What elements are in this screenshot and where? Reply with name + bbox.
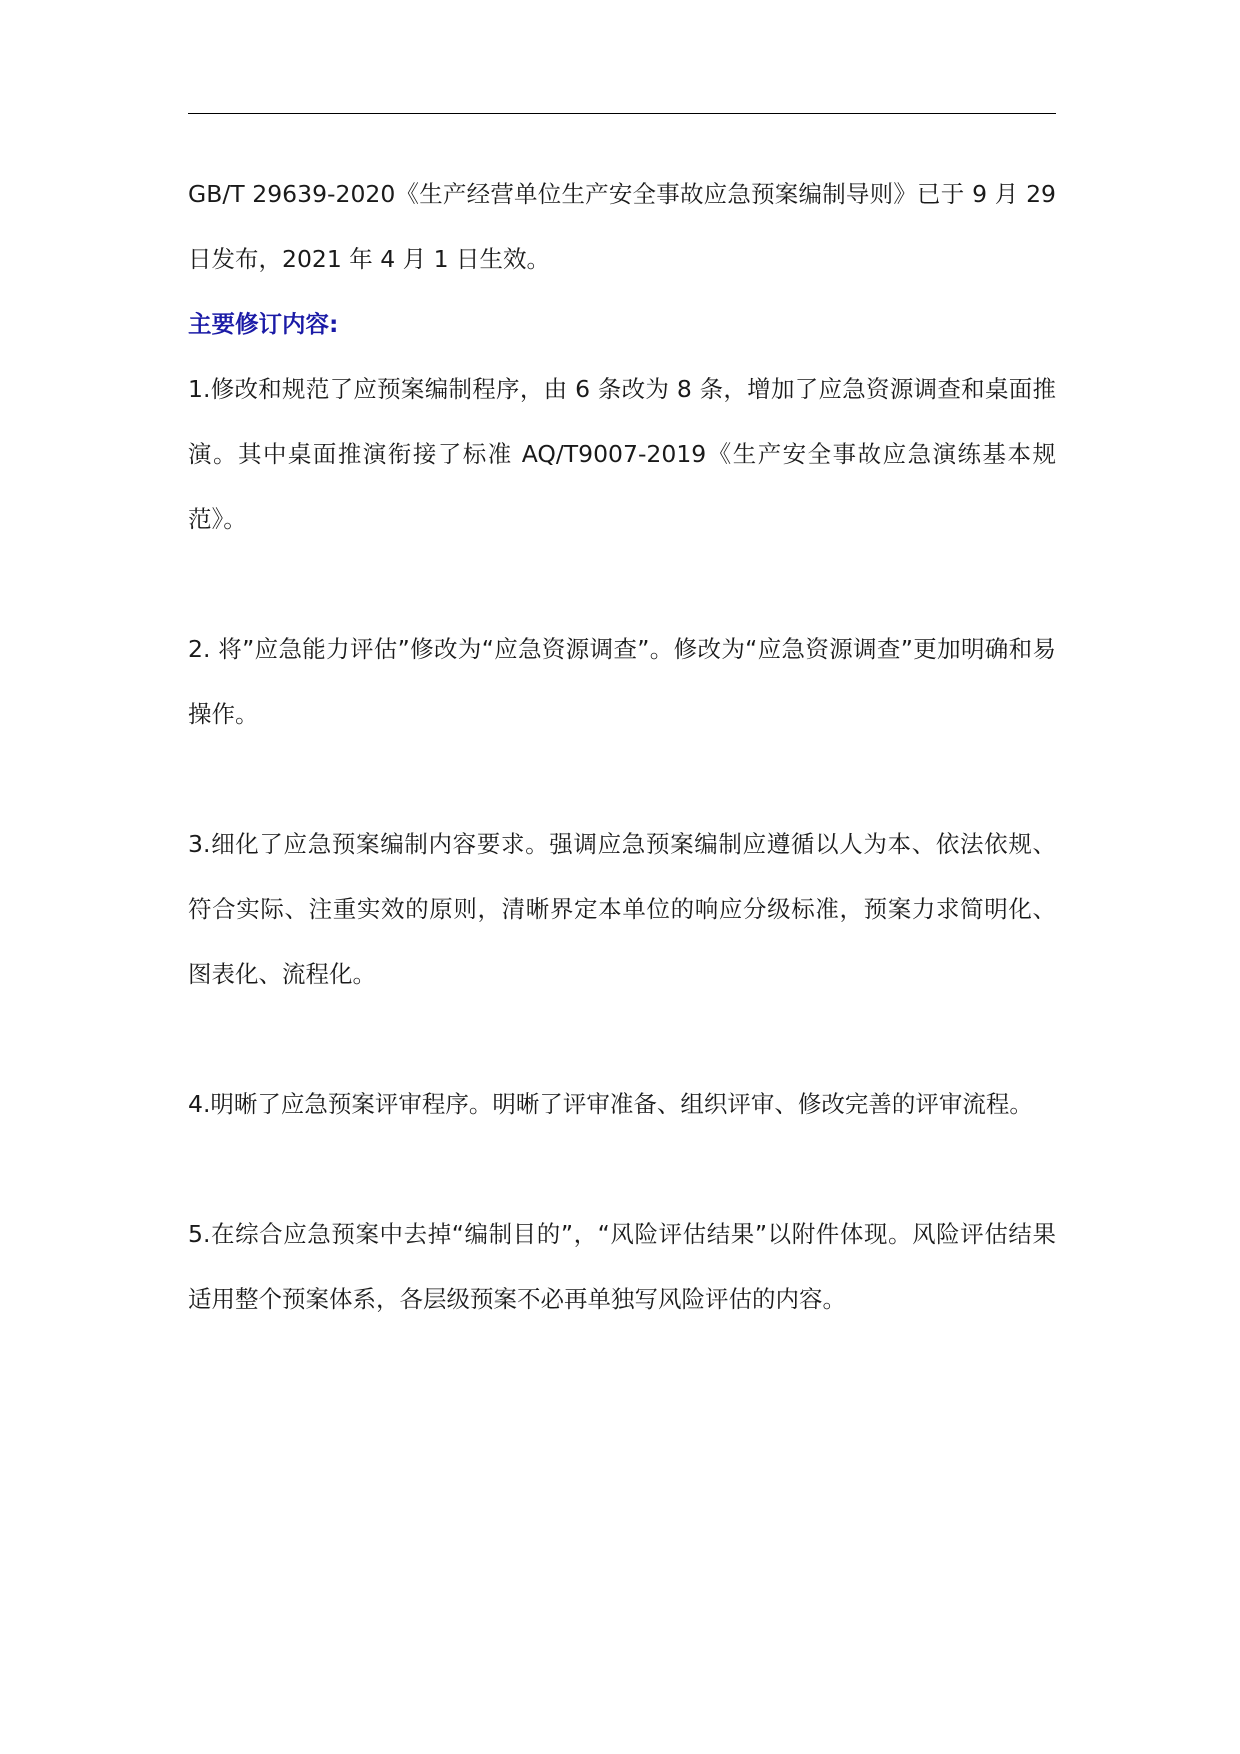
section-heading: 主要修订内容: [188, 310, 339, 338]
header-rule [188, 113, 1056, 114]
intro-paragraph: GB/T 29639-2020《生产经营单位生产安全事故应急预案编制导则》已于 9 月 29 日发布，2021 年 4 月 1 日生效。 [188, 180, 1056, 273]
paragraph-spacer [188, 552, 1056, 617]
paragraph-spacer [188, 1007, 1056, 1072]
revision-item-4: 4.明晰了应急预案评审程序。明晰了评审准备、组织评审、修改完善的评审流程。 [188, 1090, 1033, 1118]
revision-item-3: 3.细化了应急预案编制内容要求。强调应急预案编制应遵循以人为本、依法依规、符合实际、注重实效的原则，清晰界定本单位的响应分级标准，预案力求简明化、图表化、流程化。 [188, 830, 1056, 988]
revision-item-5: 5.在综合应急预案中去掉“编制目的”，“风险评估结果”以附件体现。风险评估结果适用整个预案体系，各层级预案不必再单独写风险评估的内容。 [188, 1220, 1056, 1313]
paragraph-spacer [188, 747, 1056, 812]
revision-item-1: 1.修改和规范了应预案编制程序，由 6 条改为 8 条，增加了应急资源调查和桌面推演。其中桌面推演衔接了标准 AQ/T9007-2019《生产安全事故应急演练基本规范》。 [188, 375, 1056, 533]
document-body [188, 162, 1056, 1332]
paragraph-spacer [188, 1137, 1056, 1202]
revision-item-2: 2. 将”应急能力评估”修改为“应急资源调查”。修改为“应急资源调查”更加明确和易操作。 [188, 635, 1056, 728]
